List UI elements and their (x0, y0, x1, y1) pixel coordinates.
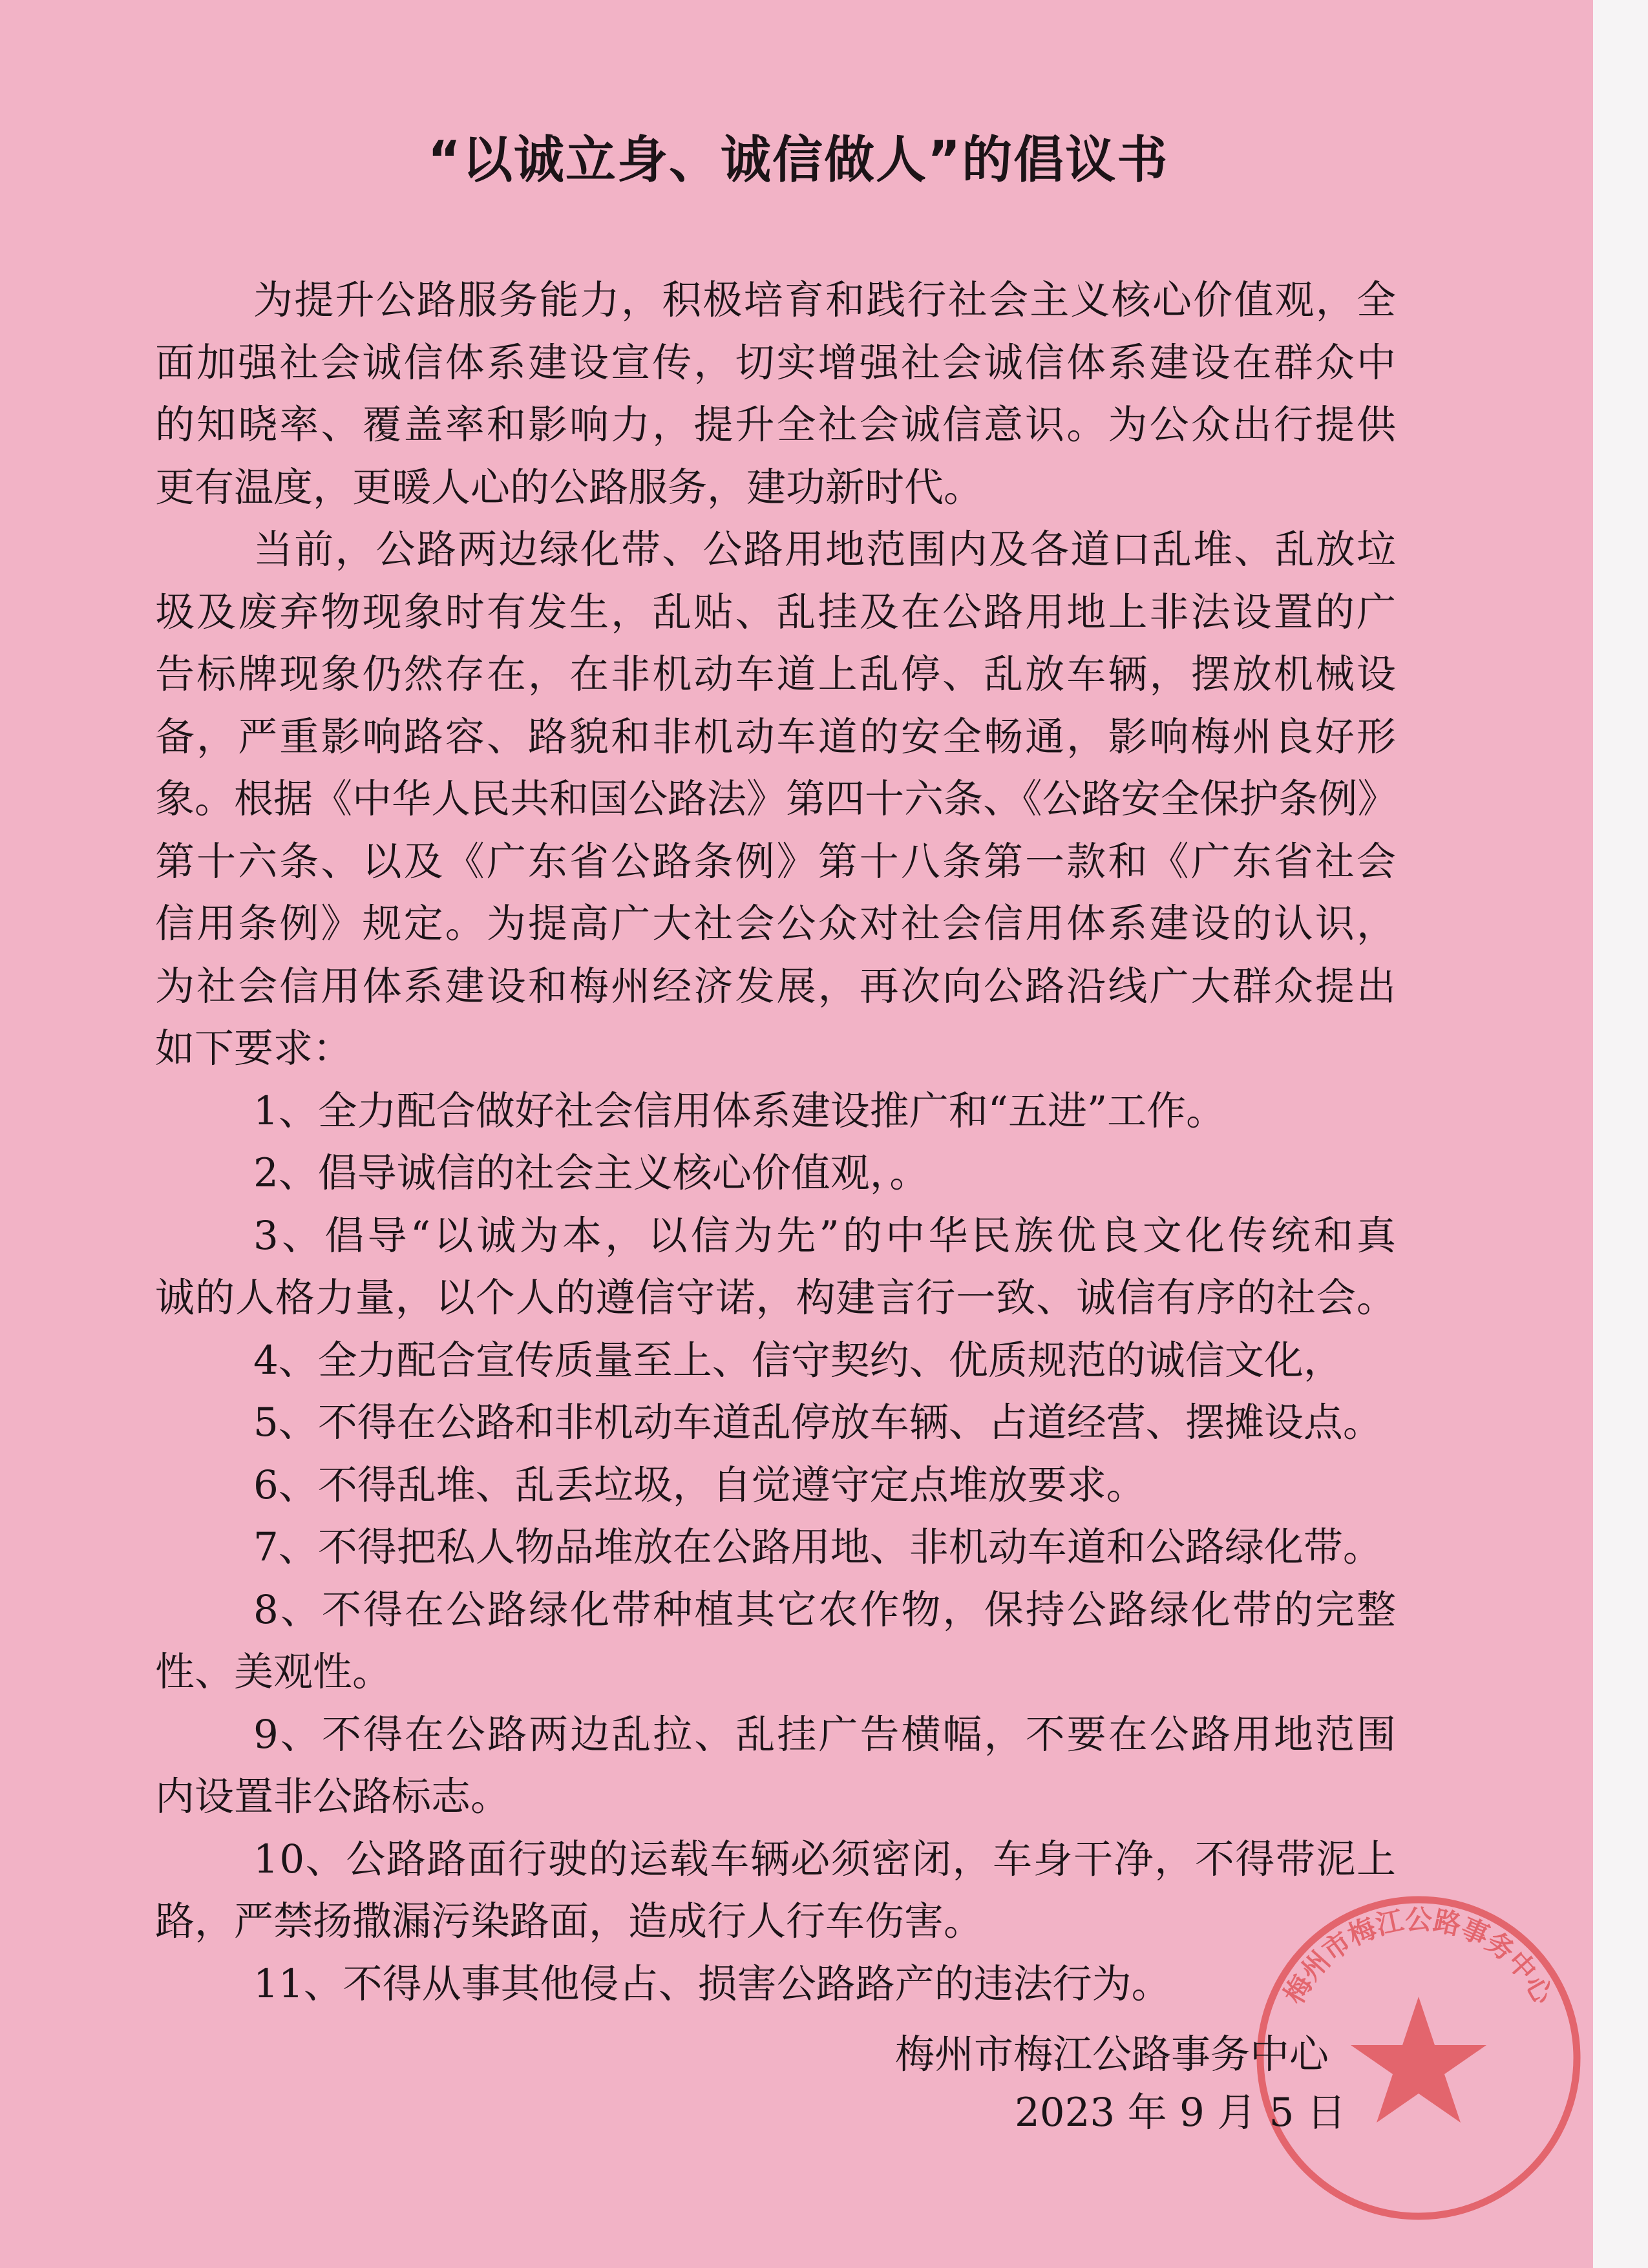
body-line: 诚的人格力量，以个人的遵信守诺，构建言行一致、诚信有序的社会。 (155, 1275, 1397, 1321)
body-line: 5、不得在公路和非机动车道乱停放车辆、占道经营、摆摊设点。 (253, 1400, 1382, 1445)
body-line: 圾及废弃物现象时有发生，乱贴、乱挂及在公路用地上非法设置的广 (155, 589, 1399, 635)
body-line: 象。根据《中华人民共和国公路法》第四十六条、《公路安全保护条例》 (155, 776, 1397, 822)
body-line: 面加强社会诚信体系建设宣传，切实增强社会诚信体系建设在群众中 (155, 339, 1399, 386)
body-line: 当前，公路两边绿化带、公路用地范围内及各道口乱堆、乱放垃 (253, 527, 1398, 572)
body-line: 备，严重影响路容、路貌和非机动车道的安全畅通，影响梅州良好形 (155, 713, 1399, 760)
body-line: 更有温度，更暖人心的公路服务，建功新时代。 (155, 464, 984, 510)
body-line: 如下要求： (155, 1025, 353, 1071)
signature-date: 2023 年 9 月 5 日 (1015, 2090, 1346, 2136)
seal-text: 梅州市梅江公路事务中心 (1278, 1904, 1559, 2010)
body-line: 性、美观性。 (155, 1649, 392, 1695)
body-line: 为提升公路服务能力，积极培育和践行社会主义核心价值观，全 (253, 277, 1398, 323)
body-line: 10、公路路面行驶的运载车辆必须密闭，车身干净，不得带泥上 (253, 1836, 1397, 1882)
body-line: 信用条例》规定。为提高广大社会公众对社会信用体系建设的认识， (155, 901, 1399, 947)
body-line: 为社会信用体系建设和梅州经济发展，再次向公路沿线广大群众提出 (155, 963, 1399, 1009)
body-line: 4、全力配合宣传质量至上、信守契约、优质规范的诚信文化， (253, 1337, 1343, 1383)
scan-edge (1593, 0, 1648, 2268)
body-line: 9、不得在公路两边乱拉、乱挂广告横幅，不要在公路用地范围 (253, 1711, 1399, 1758)
signature-organization: 梅州市梅江公路事务中心 (895, 2032, 1329, 2077)
body-line: 内设置非公路标志。 (155, 1774, 511, 1820)
body-line: 的知晓率、覆盖率和影响力，提升全社会诚信意识。为公众出行提供 (155, 402, 1399, 448)
body-line: 1、全力配合做好社会信用体系建设推广和“五进”工作。 (253, 1087, 1226, 1134)
star-icon (1351, 1997, 1486, 2123)
body-line: 3、倡导“以诚为本，以信为先”的中华民族优良文化传统和真 (253, 1212, 1400, 1259)
body-line: 7、不得把私人物品堆放在公路用地、非机动车道和公路绿化带。 (253, 1524, 1382, 1570)
body-line: 路，严禁扬撒漏污染路面，造成行人行车伤害。 (155, 1898, 984, 1944)
body-line: 2、倡导诚信的社会主义核心价值观，。 (253, 1150, 929, 1196)
document-title: “以诚立身、诚信做人”的倡议书 (427, 131, 1169, 189)
body-line: 11、不得从事其他侵占、损害公路路产的违法行为。 (253, 1960, 1171, 2007)
body-line: 第十六条、以及《广东省公路条例》第十八条第一款和《广东省社会 (155, 838, 1399, 885)
body-line: 告标牌现象仍然存在，在非机动车道上乱停、乱放车辆，摆放机械设 (155, 651, 1399, 697)
body-line: 6、不得乱堆、乱丢垃圾，自觉遵守定点堆放要求。 (253, 1462, 1146, 1508)
body-line: 8、不得在公路绿化带种植其它农作物，保持公路绿化带的完整 (253, 1586, 1399, 1633)
